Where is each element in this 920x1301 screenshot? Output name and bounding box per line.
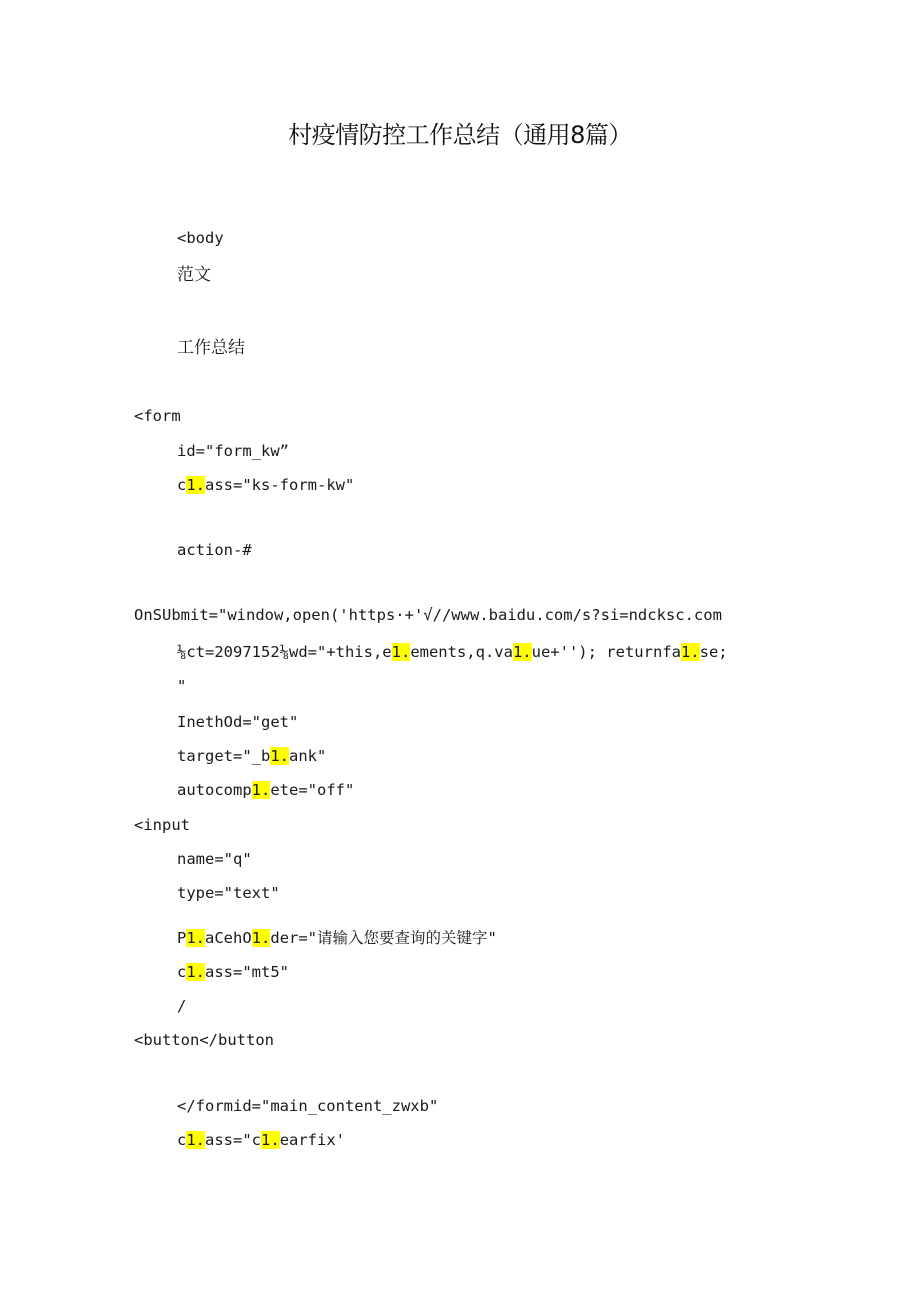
code-line-14: <input [134, 816, 190, 834]
code-line-8: OnSUbmit="window,open('https·+'√//www.baidu.com/s?si=ndcksc.com [134, 606, 722, 624]
highlight-mark: 1. [512, 643, 532, 661]
highlight-mark: 1. [261, 1131, 280, 1149]
code-line-13: autocomp1.ete="off" [177, 781, 355, 799]
code-line-21: </formid="main_content_zwxb" [177, 1097, 439, 1115]
highlight-mark: 1. [680, 643, 700, 661]
code-line-17: P1.aCehO1.der="请输入您要查询的关键字" [177, 929, 497, 947]
highlight-mark: 1. [391, 643, 411, 661]
code-line-9: ⅛ct=2097152⅛wd="+this,e1.ements,q.va1.ue+''); returnfa1.se; [177, 643, 728, 661]
highlight-mark: 1. [251, 929, 271, 947]
code-line-6: c1.ass="ks-form-kw" [177, 476, 355, 494]
code-line-7: action-# [177, 541, 252, 559]
code-line-4: <form [134, 407, 181, 425]
code-line-3: 工作总结 [177, 338, 245, 358]
code-line-19: / [177, 997, 187, 1015]
highlight-mark: 1. [186, 476, 206, 494]
code-line-5: id="form_kw” [177, 442, 289, 460]
code-line-10: " [177, 677, 187, 695]
highlight-mark: 1. [251, 781, 271, 799]
highlight-mark: 1. [186, 1131, 206, 1149]
highlight-mark: 1. [186, 963, 206, 981]
code-line-11: InethOd="get" [177, 713, 299, 731]
highlight-mark: 1. [270, 747, 289, 765]
code-line-15: name="q" [177, 850, 252, 868]
highlight-mark: 1. [186, 929, 206, 947]
code-line-16: type="text" [177, 884, 280, 902]
code-line-20: <button</button [134, 1031, 274, 1049]
code-line-1: <body [177, 229, 224, 247]
code-line-12: target="_b1.ank" [177, 747, 327, 765]
code-line-18: c1.ass="mt5" [177, 963, 290, 981]
code-line-22: c1.ass="c1.earfix' [177, 1131, 346, 1149]
document-title: 村疫情防控工作总结（通用8篇） [288, 121, 632, 149]
code-line-2: 范文 [177, 265, 211, 285]
